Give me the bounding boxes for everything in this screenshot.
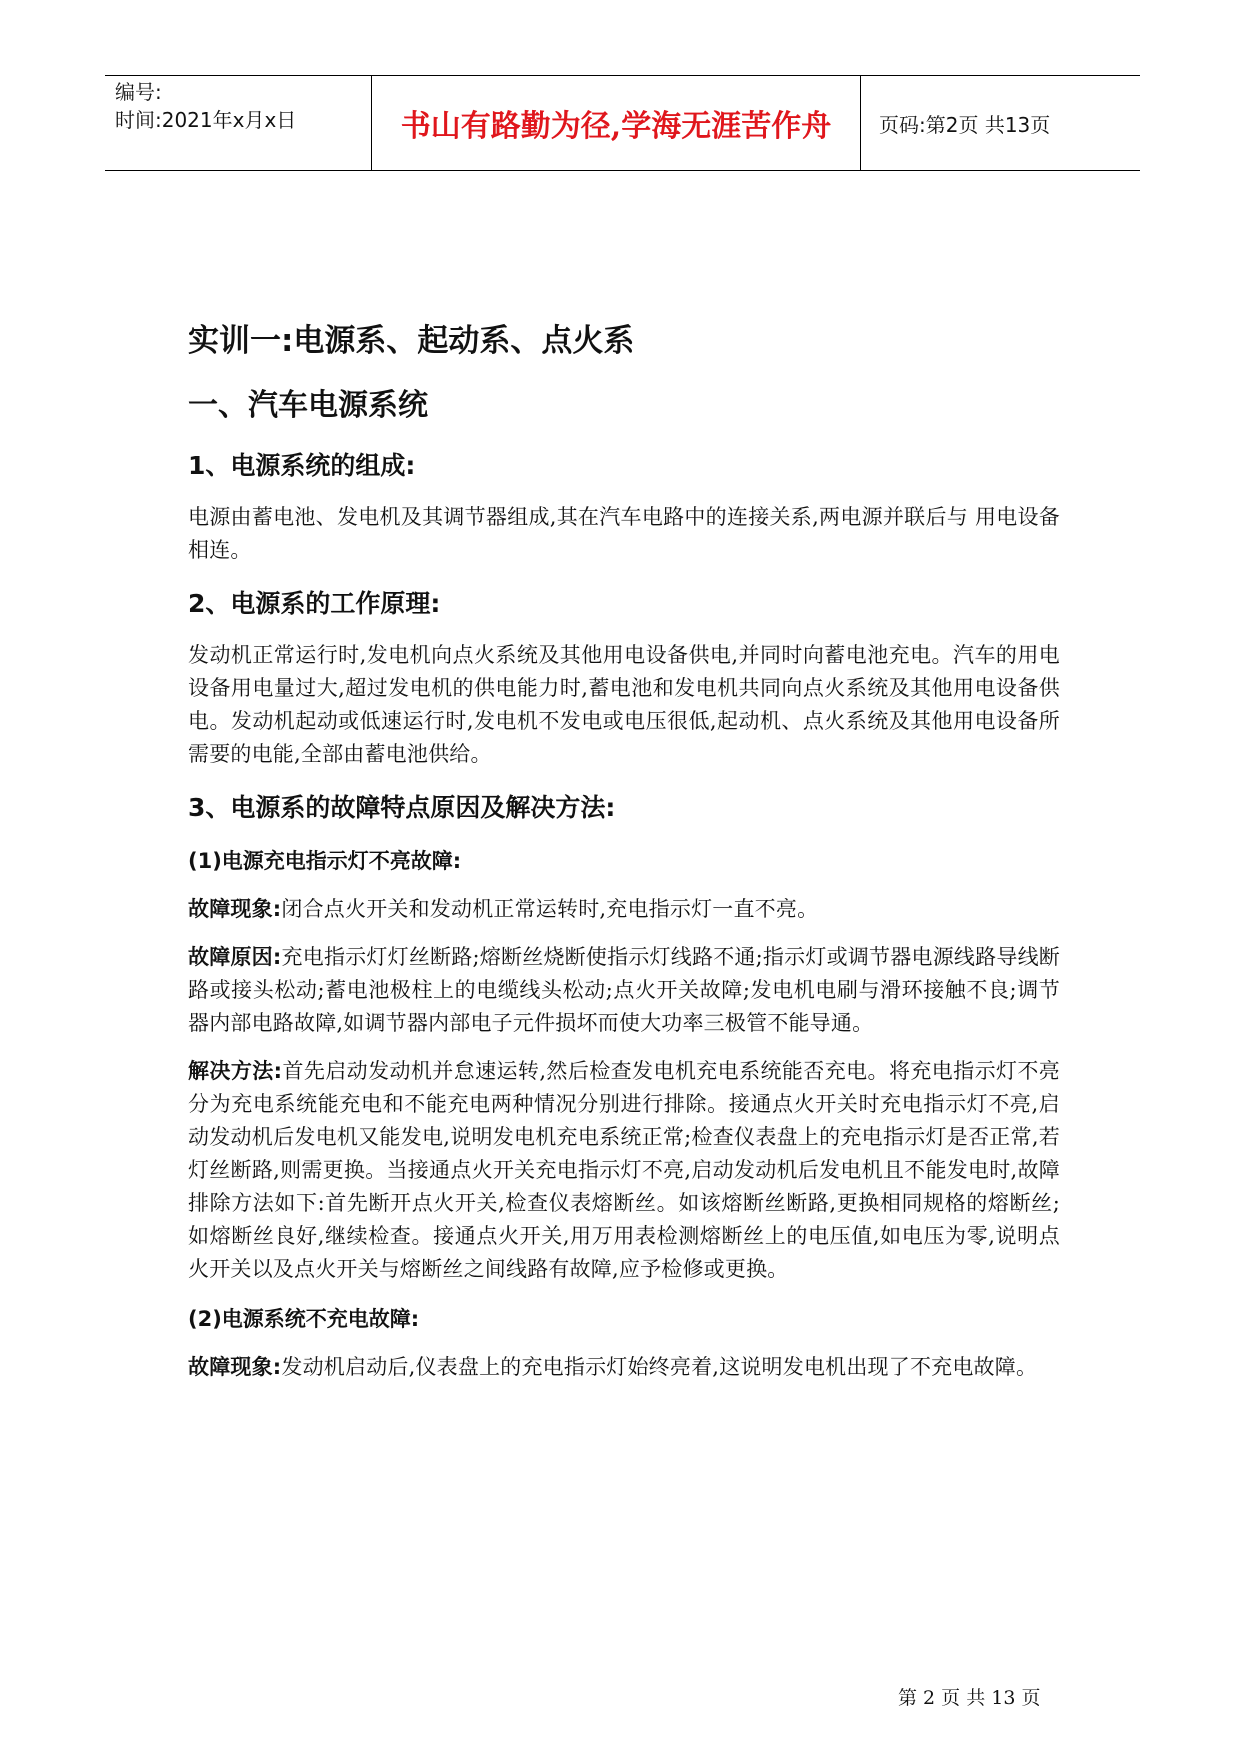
subsection-heading-3: 3、电源系的故障特点原因及解决方法: xyxy=(188,793,616,822)
fault-1-solution xyxy=(188,1055,1060,1286)
cause-text: 充电指示灯灯丝断路;熔断丝烧断使指示灯线路不通;指示灯或调节器电源线路导线断路或接头松动;蓄电池极柱上的电缆线头松动;点火开关故障;发电机电刷与滑环接触不良;调节器内部电路故障,如调节器内部电子元件损坏而使大功率三极管不能导通。 xyxy=(188,945,1060,1035)
solution-label: 解决方法: xyxy=(188,1059,283,1083)
header-motto: 书山有路勤为径,学海无涯苦作舟 xyxy=(371,76,861,170)
paragraph-principle: 发动机正常运行时,发电机向点火系统及其他用电设备供电,并同时向蓄电池充电。汽车的用电设备用电量过大,超过发电机的供电能力时,蓄电池和发电机共同向点火系统及其他用电设备供电。发动机起动或低速运行时,发电机不发电或电压很低,起动机、点火系统及其他用电设备所需要的电能,全部由蓄电池供给。 xyxy=(188,643,1060,766)
fault-1-heading: (1)电源充电指示灯不亮故障: xyxy=(188,849,462,873)
fault-1-symptom xyxy=(188,893,1060,926)
date-label: 时间:2021年x月x日 xyxy=(115,108,297,132)
subsection-heading-1: 1、电源系统的组成: xyxy=(188,451,416,480)
fault-2-heading: (2)电源系统不充电故障: xyxy=(188,1307,420,1331)
fault-1-cause xyxy=(188,941,1060,1040)
document-title: 实训一:电源系、起动系、点火系 xyxy=(188,323,635,359)
fault-2-symptom xyxy=(188,1351,1060,1384)
solution-text: 首先启动发动机并怠速运转,然后检查发电机充电系统能否充电。将充电指示灯不亮分为充电系统能充电和不能充电两种情况分别进行排除。接通点火开关时充电指示灯不亮,启动发动机后发电机又能发电,说明发电机充电系统正常;检查仪表盘上的充电指示灯是否正常,若灯丝断路,则需更换。当接通点火开关充电指示灯不亮,启动发动机后发电机且不能发电时,故障排除方法如下:首先断开点火开关,检查仪表熔断丝。如该熔断丝断路,更换相同规格的熔断丝;如熔断丝良好,继续检查。接通点火开关,用万用表检测熔断丝上的电压值,如电压为零,说明点火开关以及点火开关与熔断丝之间线路有故障,应予检修或更换。 xyxy=(188,1059,1060,1281)
paragraph-composition: 电源由蓄电池、发电机及其调节器组成,其在汽车电路中的连接关系,两电源并联后与 用电设备相连。 xyxy=(188,505,1060,562)
symptom-label: 故障现象: xyxy=(188,897,282,921)
symptom-label: 故障现象: xyxy=(188,1355,282,1379)
page-footer: 第 2 页 共 13 页 xyxy=(898,1687,1041,1709)
document-body xyxy=(188,318,1060,1384)
subsection-heading-2: 2、电源系的工作原理: xyxy=(188,589,441,618)
symptom-text: 发动机启动后,仪表盘上的充电指示灯始终亮着,这说明发电机出现了不充电故障。 xyxy=(281,1355,1038,1379)
section-heading: 一、汽车电源系统 xyxy=(188,388,428,423)
header-page-info: 页码:第2页 共13页 xyxy=(879,112,1051,137)
header-meta xyxy=(115,76,370,170)
page-header xyxy=(105,75,1140,171)
cause-label: 故障原因: xyxy=(188,945,282,969)
serial-number-label: 编号: xyxy=(115,80,162,104)
symptom-text: 闭合点火开关和发动机正常运转时,充电指示灯一直不亮。 xyxy=(281,897,819,921)
